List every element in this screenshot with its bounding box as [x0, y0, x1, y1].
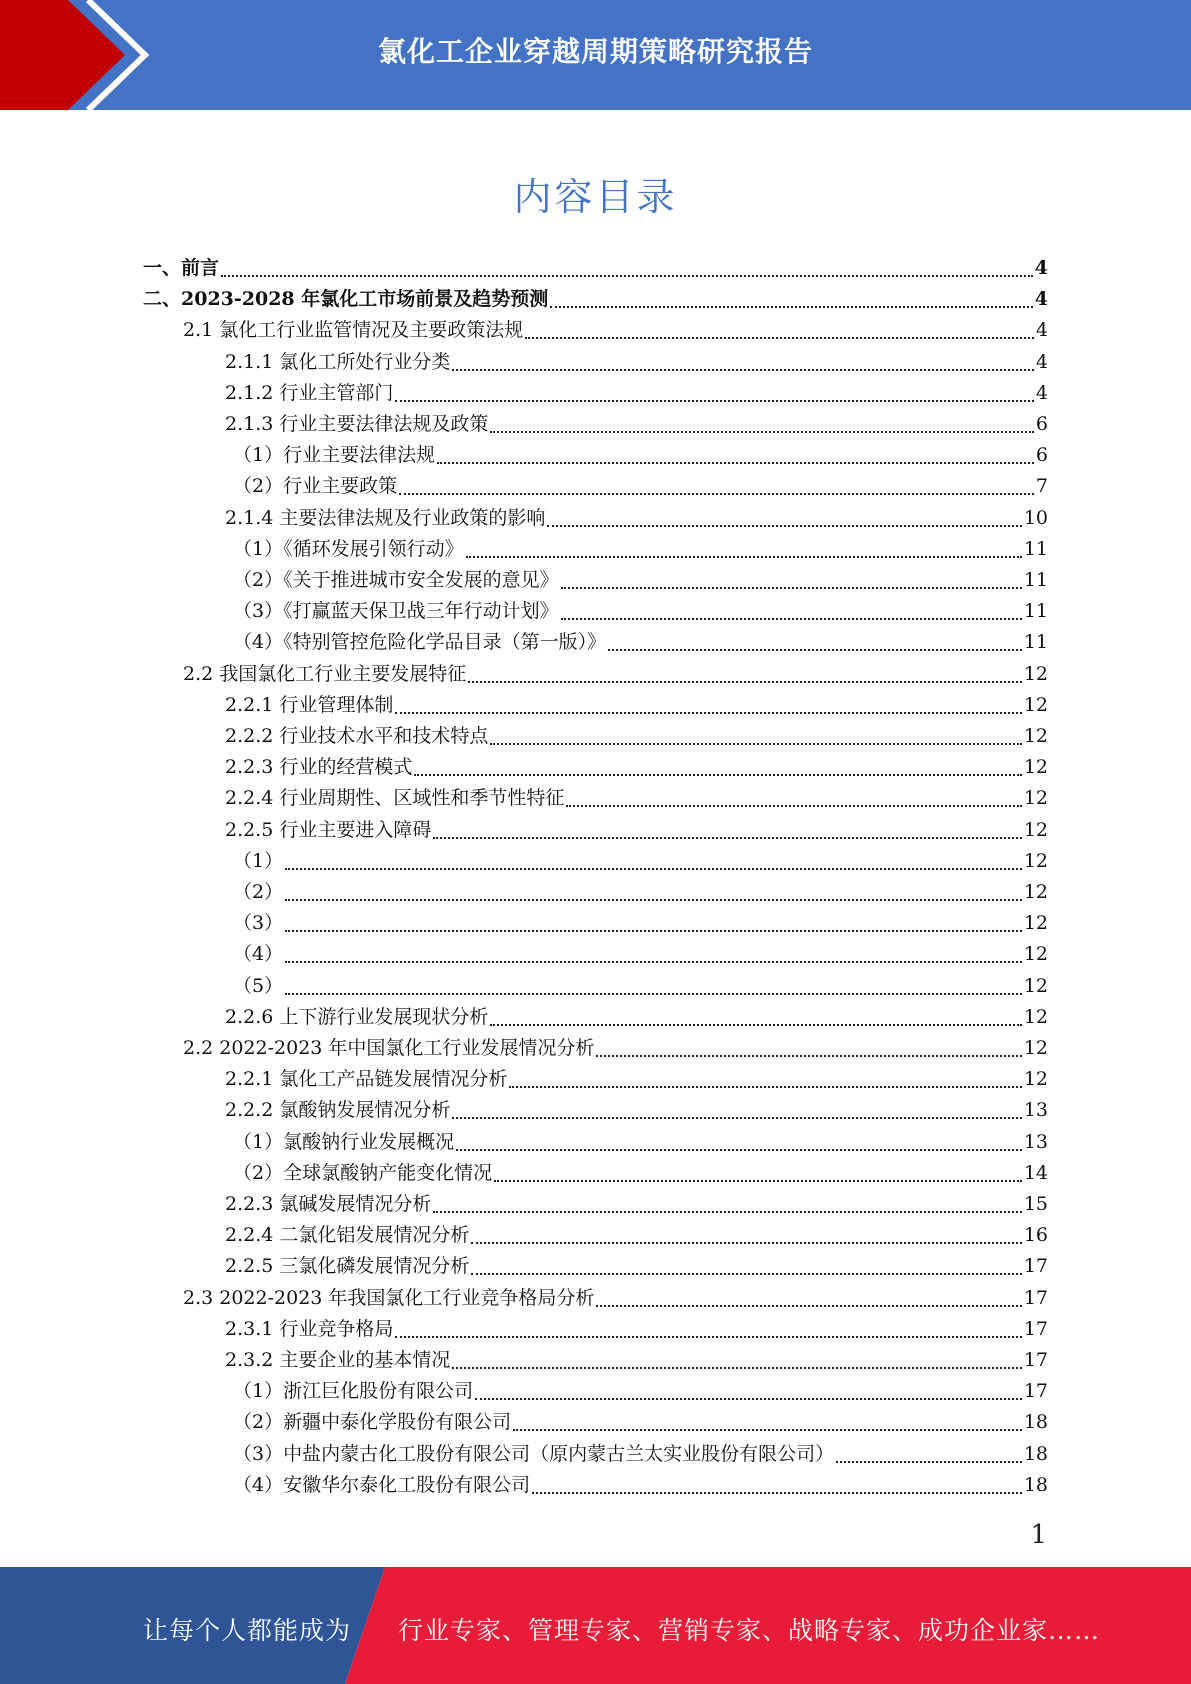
toc-entry-title: 2.2.5 行业主要进入障碍: [225, 819, 432, 841]
toc-entry-page: 13: [1023, 1131, 1048, 1153]
toc-entry-title: （2）: [233, 881, 284, 903]
toc-entry[interactable]: [225, 1064, 1048, 1095]
toc-entry-title: （1）氯酸钠行业发展概况: [233, 1131, 455, 1153]
toc-dot-leader: [608, 649, 1022, 651]
toc-entry-title: （4）安徽华尔泰化工股份有限公司: [233, 1474, 531, 1496]
toc-entry-page: 12: [1023, 787, 1048, 809]
toc-entry-page: 4: [1034, 288, 1048, 310]
toc-entry-title: 2.2.1 氯化工产品链发展情况分析: [225, 1068, 508, 1090]
toc-entry[interactable]: [233, 846, 1048, 877]
toc-entry-page: 4: [1035, 351, 1048, 373]
toc-entry-title: 2.3.1 行业竞争格局: [225, 1318, 394, 1340]
toc-dot-leader: [494, 1180, 1022, 1182]
toc-dot-leader: [285, 993, 1022, 995]
footer-slogan-left: 让每个人都能成为: [143, 1616, 352, 1645]
toc-dot-leader: [395, 712, 1021, 714]
toc-entry[interactable]: [233, 908, 1048, 939]
toc-entry-title: （5）: [233, 975, 284, 997]
toc-entry-page: 12: [1023, 1006, 1048, 1028]
toc-entry-title: （3）《打赢蓝天保卫战三年行动计划》: [233, 600, 559, 622]
toc-entry[interactable]: [233, 939, 1048, 970]
toc-entry[interactable]: [233, 1158, 1048, 1189]
toc-entry-page: 12: [1023, 975, 1048, 997]
toc-entry-page: 12: [1023, 943, 1048, 965]
toc-entry-page: 4: [1035, 382, 1048, 404]
toc-entry[interactable]: [225, 815, 1048, 846]
toc-dot-leader: [414, 774, 1021, 776]
toc-dot-leader: [452, 1367, 1021, 1369]
toc-entry-title: （1）浙江巨化股份有限公司: [233, 1380, 474, 1402]
toc-entry-title: 二、2023-2028 年氯化工市场前景及趋势预测: [143, 288, 549, 310]
toc-entry-page: 12: [1023, 663, 1048, 685]
toc-entry-page: 7: [1035, 475, 1048, 497]
toc-entry[interactable]: [143, 284, 1048, 315]
toc-dot-leader: [471, 1242, 1021, 1244]
toc-entry-page: 15: [1023, 1193, 1048, 1215]
toc-entry-page: 17: [1023, 1287, 1048, 1309]
toc-entry-title: 2.3.2 主要企业的基本情况: [225, 1349, 451, 1371]
toc-entry-page: 17: [1023, 1255, 1048, 1277]
toc-dot-leader: [525, 337, 1034, 339]
toc-entry-page: 13: [1023, 1099, 1048, 1121]
toc-dot-leader: [509, 1086, 1021, 1088]
toc-entry[interactable]: [233, 1407, 1048, 1438]
toc-dot-leader: [490, 431, 1034, 433]
toc-entry[interactable]: [225, 690, 1048, 721]
toc-entry-title: 2.1.2 行业主管部门: [225, 382, 394, 404]
toc-dot-leader: [596, 1305, 1021, 1307]
toc-dot-leader: [471, 1273, 1021, 1275]
toc-entry-title: 2.1.1 氯化工所处行业分类: [225, 351, 451, 373]
toc-dot-leader: [395, 400, 1034, 402]
toc-entry-page: 18: [1023, 1443, 1048, 1465]
report-title: 氯化工企业穿越周期策略研究报告: [377, 35, 813, 68]
toc-entry-page: 17: [1023, 1380, 1048, 1402]
toc-entry-title: （3）: [233, 912, 284, 934]
toc-dot-leader: [596, 1055, 1021, 1057]
toc-dot-leader: [547, 525, 1021, 527]
toc-entry[interactable]: [225, 1251, 1048, 1282]
toc-entry-page: 4: [1035, 319, 1048, 341]
toc-entry[interactable]: [225, 503, 1048, 534]
toc-dot-leader: [452, 369, 1034, 371]
toc-heading: 内容目录: [513, 175, 678, 219]
toc-entry[interactable]: [225, 1095, 1048, 1126]
toc-entry[interactable]: [183, 1033, 1048, 1064]
toc-entry[interactable]: [233, 1376, 1048, 1407]
toc-entry[interactable]: [233, 1127, 1048, 1158]
toc-dot-leader: [466, 556, 1022, 558]
toc-entry[interactable]: [225, 1220, 1048, 1251]
toc-entry-title: 2.2 2022-2023 年中国氯化工行业发展情况分析: [183, 1037, 595, 1059]
toc-entry-title: 2.2.6 上下游行业发展现状分析: [225, 1006, 489, 1028]
toc-dot-leader: [836, 1461, 1022, 1463]
toc-entry[interactable]: [225, 409, 1048, 440]
toc-entry[interactable]: [225, 1189, 1048, 1220]
toc-entry-title: 2.2 我国氯化工行业主要发展特征: [183, 663, 467, 685]
toc-dot-leader: [221, 275, 1033, 277]
toc-dot-leader: [566, 805, 1021, 807]
toc-entry-page: 4: [1034, 257, 1048, 279]
toc-entry[interactable]: [233, 971, 1048, 1002]
toc-dot-leader: [561, 587, 1022, 589]
toc-entry-title: （2）全球氯酸钠产能变化情况: [233, 1162, 493, 1184]
toc-entry-page: 10: [1023, 507, 1048, 529]
toc-entry-title: 2.2.2 氯酸钠发展情况分析: [225, 1099, 451, 1121]
toc-entry-title: （2）新疆中泰化学股份有限公司: [233, 1411, 512, 1433]
toc-dot-leader: [468, 681, 1022, 683]
toc-entry-page: 6: [1035, 444, 1048, 466]
toc-entry-page: 11: [1023, 631, 1048, 653]
toc-dot-leader: [452, 1117, 1021, 1119]
toc-dot-leader: [475, 1398, 1022, 1400]
toc-entry[interactable]: [225, 752, 1048, 783]
toc-entry-page: 12: [1023, 694, 1048, 716]
toc-entry[interactable]: [233, 1470, 1048, 1501]
toc-entry[interactable]: [183, 315, 1048, 346]
toc-dot-leader: [437, 462, 1034, 464]
toc-dot-leader: [532, 1492, 1022, 1494]
toc-entry-title: 2.2.4 二氯化铝发展情况分析: [225, 1224, 470, 1246]
toc-entry-page: 6: [1035, 413, 1048, 435]
toc-entry-page: 17: [1023, 1318, 1048, 1340]
toc-dot-leader: [490, 1024, 1021, 1026]
toc-entry-page: 18: [1023, 1474, 1048, 1496]
toc-dot-leader: [550, 306, 1033, 308]
toc-entry-title: 2.3 2022-2023 年我国氯化工行业竞争格局分析: [183, 1287, 595, 1309]
toc-entry-title: 2.2.1 行业管理体制: [225, 694, 394, 716]
toc-entry-title: （4）《特别管控危险化学品目录（第一版）》: [233, 631, 607, 653]
toc-entry[interactable]: [225, 721, 1048, 752]
toc-entry-title: 2.2.2 行业技术水平和技术特点: [225, 725, 489, 747]
toc-entry-title: （2）行业主要政策: [233, 475, 398, 497]
toc-entry-title: 2.2.4 行业周期性、区域性和季节性特征: [225, 787, 565, 809]
toc-entry[interactable]: [233, 534, 1048, 565]
toc-dot-leader: [433, 837, 1021, 839]
toc-entry[interactable]: [225, 1002, 1048, 1033]
footer-banner: [0, 1567, 1191, 1684]
toc-dot-leader: [285, 961, 1022, 963]
toc-entry-page: 17: [1023, 1349, 1048, 1371]
toc-entry[interactable]: [183, 1283, 1048, 1314]
toc-entry-title: （1）: [233, 850, 284, 872]
toc-entry-title: （1）行业主要法律法规: [233, 444, 436, 466]
toc-entry-title: （3）中盐内蒙古化工股份有限公司（原内蒙古兰太实业股份有限公司）: [233, 1443, 835, 1465]
toc-entry-title: 2.2.3 行业的经营模式: [225, 756, 413, 778]
toc-entry[interactable]: [143, 253, 1048, 284]
toc-dot-leader: [285, 899, 1022, 901]
toc-entry-title: （1）《循环发展引领行动》: [233, 538, 464, 560]
toc-entry-page: 18: [1023, 1411, 1048, 1433]
toc-dot-leader: [395, 1336, 1021, 1338]
toc-entry[interactable]: [233, 565, 1048, 596]
toc-entry-page: 12: [1023, 756, 1048, 778]
toc-dot-leader: [399, 493, 1034, 495]
toc-entry[interactable]: [225, 1314, 1048, 1345]
toc-dot-leader: [561, 618, 1022, 620]
footer-slogan-right: 行业专家、管理专家、营销专家、战略专家、成功企业家……: [398, 1616, 1101, 1645]
toc-entry-page: 12: [1023, 850, 1048, 872]
toc-entry[interactable]: [225, 347, 1048, 378]
toc-entry-page: 12: [1023, 881, 1048, 903]
toc-dot-leader: [456, 1149, 1022, 1151]
toc-entry-page: 14: [1023, 1162, 1048, 1184]
toc-entry-page: 11: [1023, 600, 1048, 622]
toc-entry[interactable]: [233, 877, 1048, 908]
page-number: 1: [1030, 1520, 1047, 1550]
toc-entry-title: （2）《关于推进城市安全发展的意见》: [233, 569, 559, 591]
toc-entry[interactable]: [233, 596, 1048, 627]
toc-entry[interactable]: [233, 440, 1048, 471]
toc-entry-title: 2.2.5 三氯化磷发展情况分析: [225, 1255, 470, 1277]
toc-entry-page: 12: [1023, 725, 1048, 747]
toc-entry[interactable]: [233, 627, 1048, 658]
toc-entry[interactable]: [225, 783, 1048, 814]
toc-entry-title: （4）: [233, 943, 284, 965]
toc-entry-page: 11: [1023, 569, 1048, 591]
toc-dot-leader: [285, 868, 1022, 870]
toc-entry-title: 2.1.4 主要法律法规及行业政策的影响: [225, 507, 546, 529]
toc-entry-page: 12: [1023, 1037, 1048, 1059]
toc-entry[interactable]: [233, 1439, 1048, 1470]
toc-entry-page: 16: [1023, 1224, 1048, 1246]
toc-entry[interactable]: [225, 1345, 1048, 1376]
toc-dot-leader: [433, 1211, 1021, 1213]
toc-entry-title: 2.2.3 氯碱发展情况分析: [225, 1193, 432, 1215]
toc-entry[interactable]: [233, 471, 1048, 502]
toc-entry-title: 一、前言: [143, 257, 220, 279]
toc-entry-title: 2.1.3 行业主要法律法规及政策: [225, 413, 489, 435]
toc-dot-leader: [490, 743, 1021, 745]
header-banner: [0, 0, 1191, 110]
toc-entry-page: 12: [1023, 912, 1048, 934]
toc-entry-page: 11: [1023, 538, 1048, 560]
toc-entry[interactable]: [183, 659, 1048, 690]
toc-dot-leader: [513, 1429, 1022, 1431]
toc-entry-title: 2.1 氯化工行业监管情况及主要政策法规: [183, 319, 524, 341]
toc-dot-leader: [285, 930, 1022, 932]
toc-entry-page: 12: [1023, 1068, 1048, 1090]
toc-entry-page: 12: [1023, 819, 1048, 841]
toc-entry[interactable]: [225, 378, 1048, 409]
